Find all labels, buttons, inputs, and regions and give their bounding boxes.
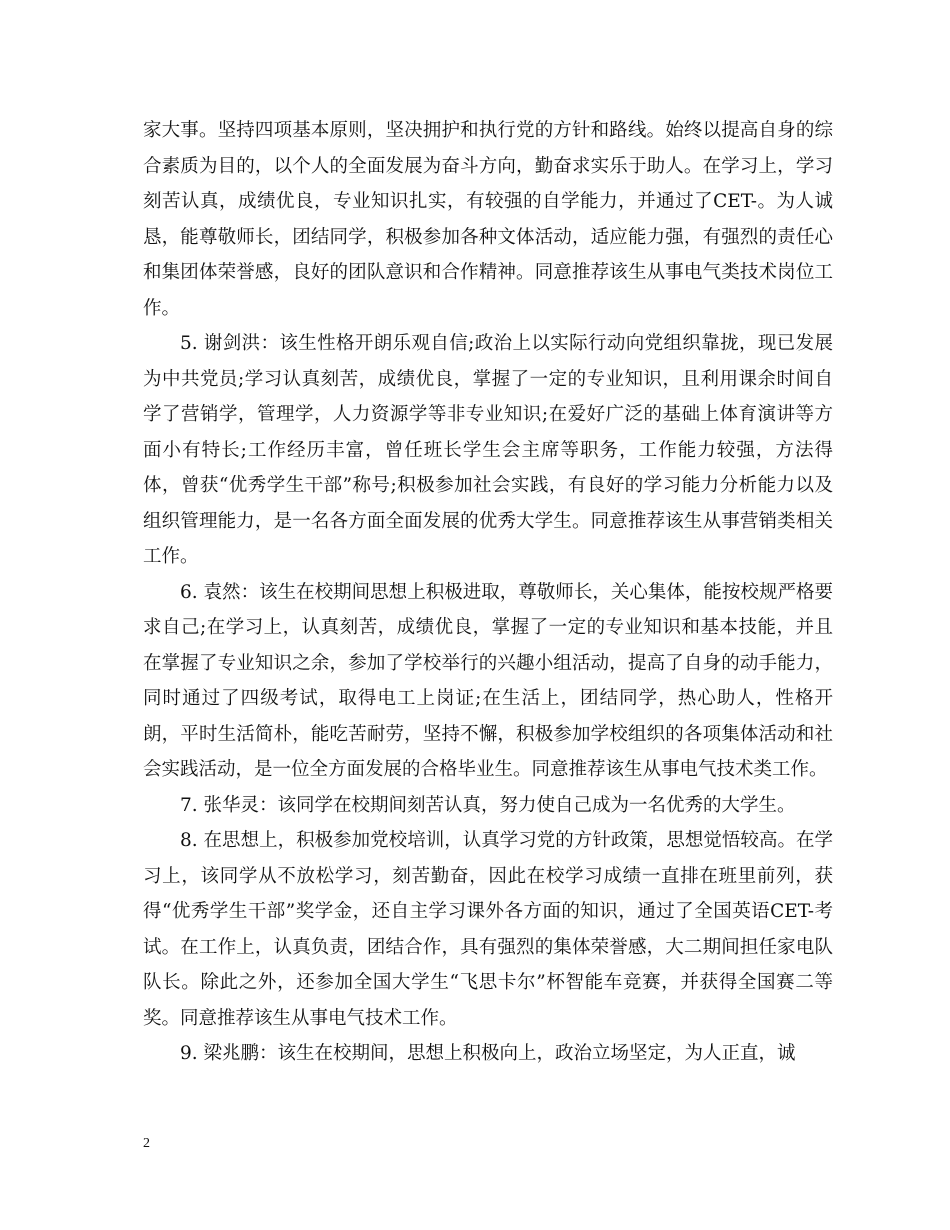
page-number: 2 (143, 1136, 150, 1151)
paragraph-item-6: 6. 袁然：该生在校期间思想上积极进取，尊敬师长，关心集体，能按校规严格要求自己;在学习上，认真刻苦，成绩优良，掌握了一定的专业知识和基本技能，并且在掌握了专业知识之余，参加了学校举行的兴趣小组活动，提高了自身的动手能力，同时通过了四级考试，取得电工上岗证;在生活上，团结同学，热心助人，性格开朗，平时生活简朴，能吃苦耐劳，坚持不懈，积极参加学校组织的各项集体活动和社会实践活动，是一位全方面发展的合格毕业生。同意推荐该生从事电气技术类工作。 (143, 581, 833, 780)
paragraph-continued: 家大事。坚持四项基本原则，坚决拥护和执行党的方针和路线。始终以提高自身的综合素质为目的，以个人的全面发展为奋斗方向，勤奋求实乐于助人。在学习上，学习刻苦认真，成绩优良，专业知识扎实，有较强的自学能力，并通过了CET-。为人诚恳，能尊敬师长，团结同学，积极参加各种文体活动，适应能力强，有强烈的责任心和集团体荣誉感，良好的团队意识和合作精神。同意推荐该生从事电气类技术岗位工作。 (143, 120, 833, 319)
paragraph-item-8: 8. 在思想上，积极参加党校培训，认真学习党的方针政策，思想觉悟较高。在学习上，该同学从不放松学习，刻苦勤奋，因此在校学习成绩一直排在班里前列，获得“优秀学生干部”奖学金，还自主学习课外各方面的知识，通过了全国英语CET-考试。在工作上，认真负责，团结合作，具有强烈的集体荣誉感，大二期间担任家电队队长。除此之外，还参加全国大学生“飞思卡尔”杯智能车竞赛，并获得全国赛二等奖。同意推荐该生从事电气技术工作。 (143, 830, 833, 1029)
paragraph-item-5: 5. 谢剑洪：该生性格开朗乐观自信;政治上以实际行动向党组织靠拢，现已发展为中共党员;学习认真刻苦，成绩优良，掌握了一定的专业知识，且利用课余时间自学了营销学，管理学，人力资源学等非专业知识;在爱好广泛的基础上体育演讲等方面小有特长;工作经历丰富，曾任班长学生会主席等职务，工作能力较强，方法得体，曾获“优秀学生干部”称号;积极参加社会实践，有良好的学习能力分析能力以及组织管理能力，是一名各方面全面发展的优秀大学生。同意推荐该生从事营销类相关工作。 (143, 333, 833, 567)
paragraph-item-7: 7. 张华灵：该同学在校期间刻苦认真，努力使自己成为一名优秀的大学生。 (180, 794, 796, 816)
paragraph-item-9: 9. 梁兆鹏：该生在校期间，思想上积极向上，政治立场坚定，为人正直，诚 (180, 1043, 796, 1064)
document-body (143, 113, 833, 1072)
